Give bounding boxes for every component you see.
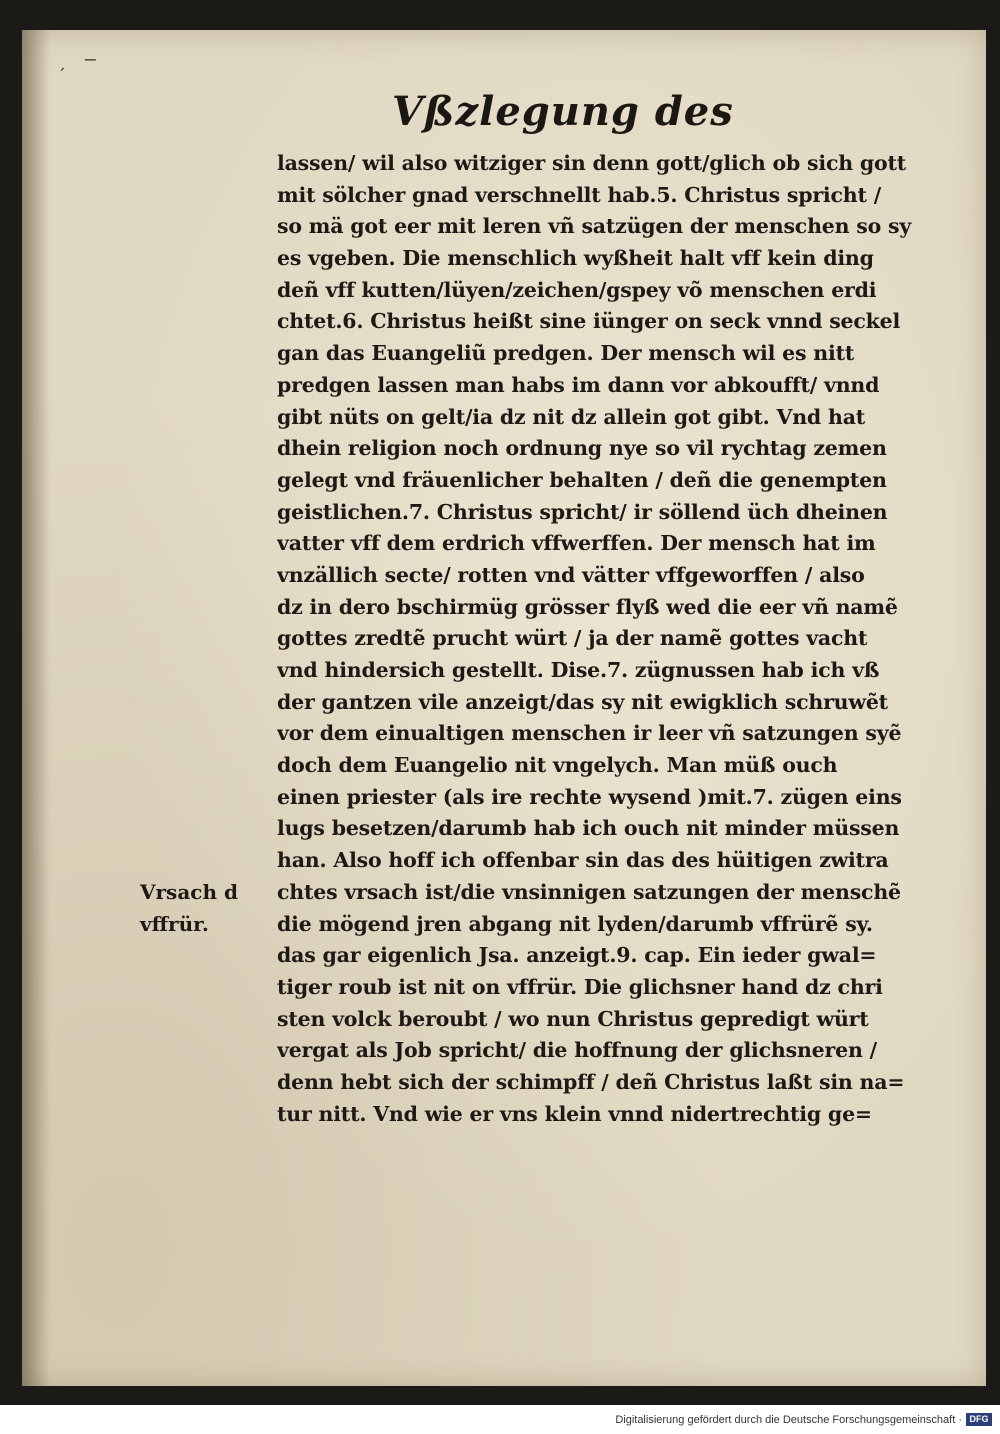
gutter-shadow: [22, 30, 50, 1386]
text-line: vnzällich secte/ rotten vnd vätter vffgeworffen / also: [277, 562, 865, 587]
text-block: [277, 148, 957, 1130]
corner-mark-left: ´: [57, 66, 66, 87]
text-line: gan das Euangeliũ predgen. Der mensch wil es nitt: [277, 341, 855, 366]
text-line: han. Also hoff ich offenbar sin das des hüitigen zwitra: [277, 848, 889, 873]
corner-mark: ‒: [84, 46, 97, 70]
text-line: sten volck beroubt / wo nun Christus gepredigt würt: [277, 1006, 869, 1031]
text-line: vergat als Job spricht/ die hoffnung der glichsneren /: [277, 1038, 877, 1063]
funding-credit: Digitalisierung gefördert durch die Deutsche Forschungsgemeinschaft ·: [615, 1414, 962, 1426]
text-line: so mä got eer mit leren vñ satzügen der menschen so sy: [277, 214, 912, 239]
marginal-note: [140, 877, 270, 940]
running-head: Vßzlegung des: [392, 88, 734, 135]
text-line: doch dem Euangelio nit vngelych. Man müß ouch: [277, 753, 838, 778]
text-line: tiger roub ist nit on vffrür. Die glichsner hand dz chri: [277, 974, 883, 999]
text-line: gelegt vnd fräuenlicher behalten / deñ die genempten: [277, 467, 887, 492]
footer: [0, 1405, 1000, 1434]
text-line: dhein religion noch ordnung nye so vil rychtag zemen: [277, 436, 887, 461]
text-line: lugs besetzen/darumb hab ich ouch nit minder müssen: [277, 816, 900, 841]
text-line: das gar eigenlich Jsa. anzeigt.9. cap. Ein ieder gwal=: [277, 943, 877, 968]
text-line: gottes zredtẽ prucht würt / ja der namẽ gottes vacht: [277, 626, 868, 651]
text-line: chtet.6. Christus heißt sine iünger on seck vnnd seckel: [277, 309, 901, 334]
text-line: vor dem einualtigen menschen ir leer vñ satzungen syẽ: [277, 721, 902, 746]
marginal-note-line: Vrsach d: [140, 880, 238, 904]
text-line: denn hebt sich der schimpff / deñ Christus laßt sin na=: [277, 1069, 905, 1094]
text-line: es vgeben. Die menschlich wyßheit halt vff kein ding: [277, 246, 874, 271]
text-line: lassen/ wil also witziger sin denn gott/glich ob sich gott: [277, 151, 907, 175]
text-line: mit sölcher gnad verschnellt hab.5. Christus spricht /: [277, 182, 881, 207]
text-line: chtes vrsach ist/die vnsinnigen satzungen der menschẽ: [277, 879, 901, 904]
text-line: vnd hindersich gestellt. Dise.7. zügnussen hab ich vß: [277, 658, 880, 682]
text-line: deñ vff kutten/lüyen/zeichen/gspey võ menschen erdi: [277, 277, 877, 302]
text-line: vatter vff dem erdrich vffwerffen. Der mensch hat im: [277, 531, 876, 556]
text-line: geistlichen.7. Christus spricht/ ir söllend üch dheinen: [277, 499, 888, 524]
text-line: der gantzen vile anzeigt/das sy nit ewigklich schruwẽt: [277, 689, 888, 714]
text-line: tur nitt. Vnd wie er vns klein vnnd nidertrechtig ge=: [277, 1101, 872, 1126]
dfg-logo: DFG: [966, 1413, 992, 1426]
text-line: dz in dero bschirmüg grösser flyß wed die eer vñ namẽ: [277, 594, 898, 619]
text-line: die mögend jren abgang nit lyden/darumb vffrürẽ sy.: [277, 911, 873, 936]
text-line: einen priester (als ire rechte wysend )mit.7. zügen eins: [277, 784, 902, 809]
marginal-note-line: vffrür.: [140, 911, 209, 936]
text-line: predgen lassen man habs im dann vor abkoufft/ vnnd: [277, 372, 880, 397]
book-page: [22, 30, 986, 1386]
text-line: gibt nüts on gelt/ia dz nit dz allein got gibt. Vnd hat: [277, 404, 866, 429]
